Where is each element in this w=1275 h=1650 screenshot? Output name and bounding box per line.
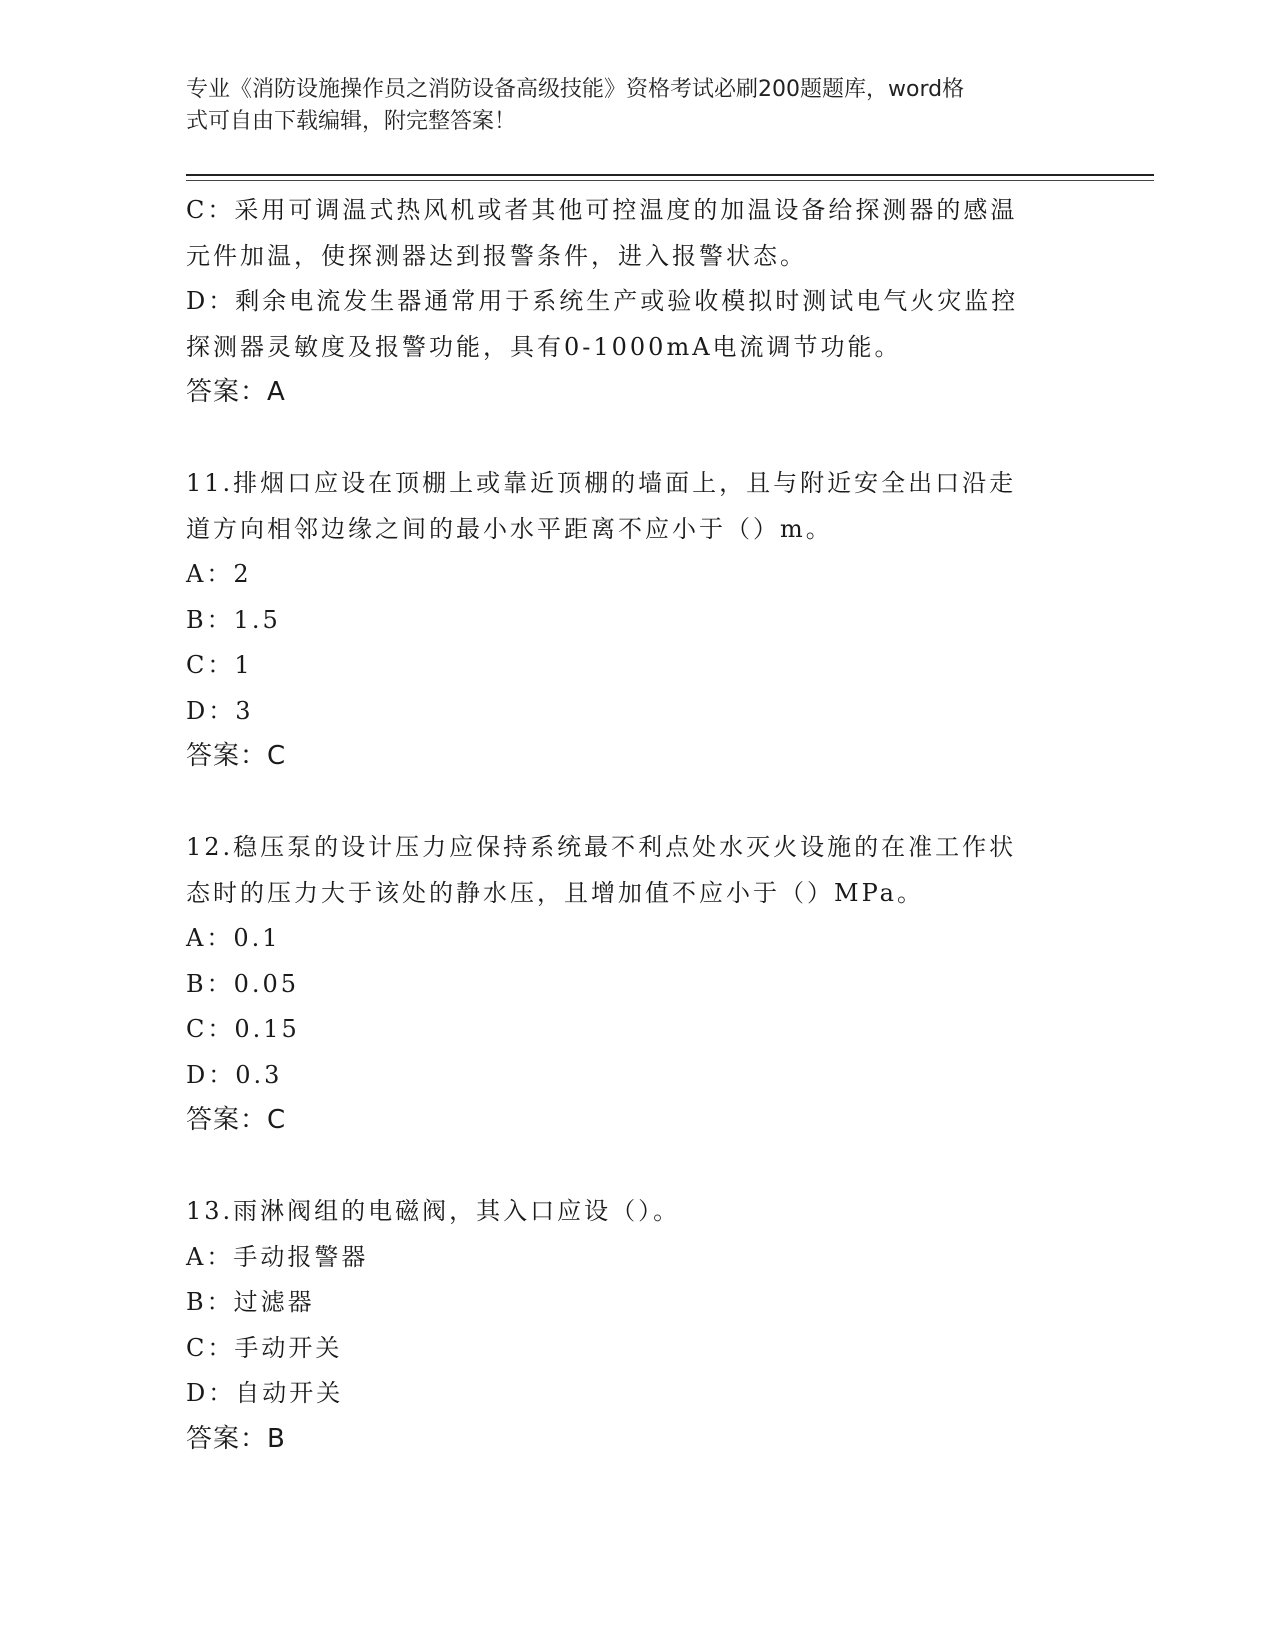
question-stem-line-1: 13.雨淋阀组的电磁阀，其入口应设（）。 — [186, 1197, 681, 1225]
answer-line: 答案：C — [186, 1105, 287, 1135]
option-d-line-1: D：剩余电流发生器通常用于系统生产或验收模拟时测试电气火灾监控 — [186, 287, 1019, 315]
option-a: A：手动报警器 — [186, 1242, 369, 1271]
answer-line: 答案：C — [186, 741, 287, 771]
document-header — [186, 74, 1066, 138]
header-line-2: 式可自由下载编辑，附完整答案！ — [186, 109, 517, 134]
option-b: B：0.05 — [186, 969, 300, 998]
option-b: B：过滤器 — [186, 1288, 315, 1316]
question-11 — [186, 461, 1086, 780]
question-stem-line-2: 态时的压力大于该处的静水压，且增加值不应小于（）MPa。 — [186, 878, 924, 907]
header-line-1: 专业《消防设施操作员之消防设备高级技能》资格考试必刷200题题库，word格 — [186, 77, 965, 102]
question-12 — [186, 825, 1086, 1144]
option-a: A：2 — [186, 560, 252, 588]
option-d: D：3 — [186, 696, 254, 725]
option-b: B：1.5 — [186, 605, 281, 634]
spacer — [186, 416, 1086, 462]
question-13 — [186, 1189, 1086, 1462]
option-c: C：0.15 — [186, 1015, 300, 1043]
option-d-line-2: 探测器灵敏度及报警功能，具有0-1000mA电流调节功能。 — [186, 332, 902, 361]
answer-line: 答案：B — [186, 1423, 286, 1454]
option-c-line-2: 元件加温，使探测器达到报警条件，进入报警状态。 — [186, 241, 807, 270]
answer-line: 答案：A — [186, 377, 286, 407]
option-d: D：自动开关 — [186, 1379, 344, 1407]
document-body — [186, 188, 1086, 1462]
option-c: C：1 — [186, 651, 253, 679]
option-a: A：0.1 — [186, 924, 281, 952]
option-c-line-1: C：采用可调温式热风机或者其他可控温度的加温设备给探测器的感温 — [186, 196, 1018, 224]
option-d: D：0.3 — [186, 1060, 283, 1089]
header-rule-thick — [186, 174, 1154, 176]
question-stem-line-1: 12.稳压泵的设计压力应保持系统最不利点处水灭火设施的在准工作状 — [186, 833, 1017, 861]
question-stem-line-2: 道方向相邻边缘之间的最小水平距离不应小于（）m。 — [186, 514, 833, 543]
question-stem-line-1: 11.排烟口应设在顶棚上或靠近顶棚的墙面上，且与附近安全出口沿走 — [186, 469, 1017, 497]
spacer — [186, 780, 1086, 826]
header-rule-thin — [186, 180, 1154, 181]
spacer — [186, 1144, 1086, 1190]
option-c: C：手动开关 — [186, 1333, 343, 1362]
continued-question — [186, 188, 1086, 416]
